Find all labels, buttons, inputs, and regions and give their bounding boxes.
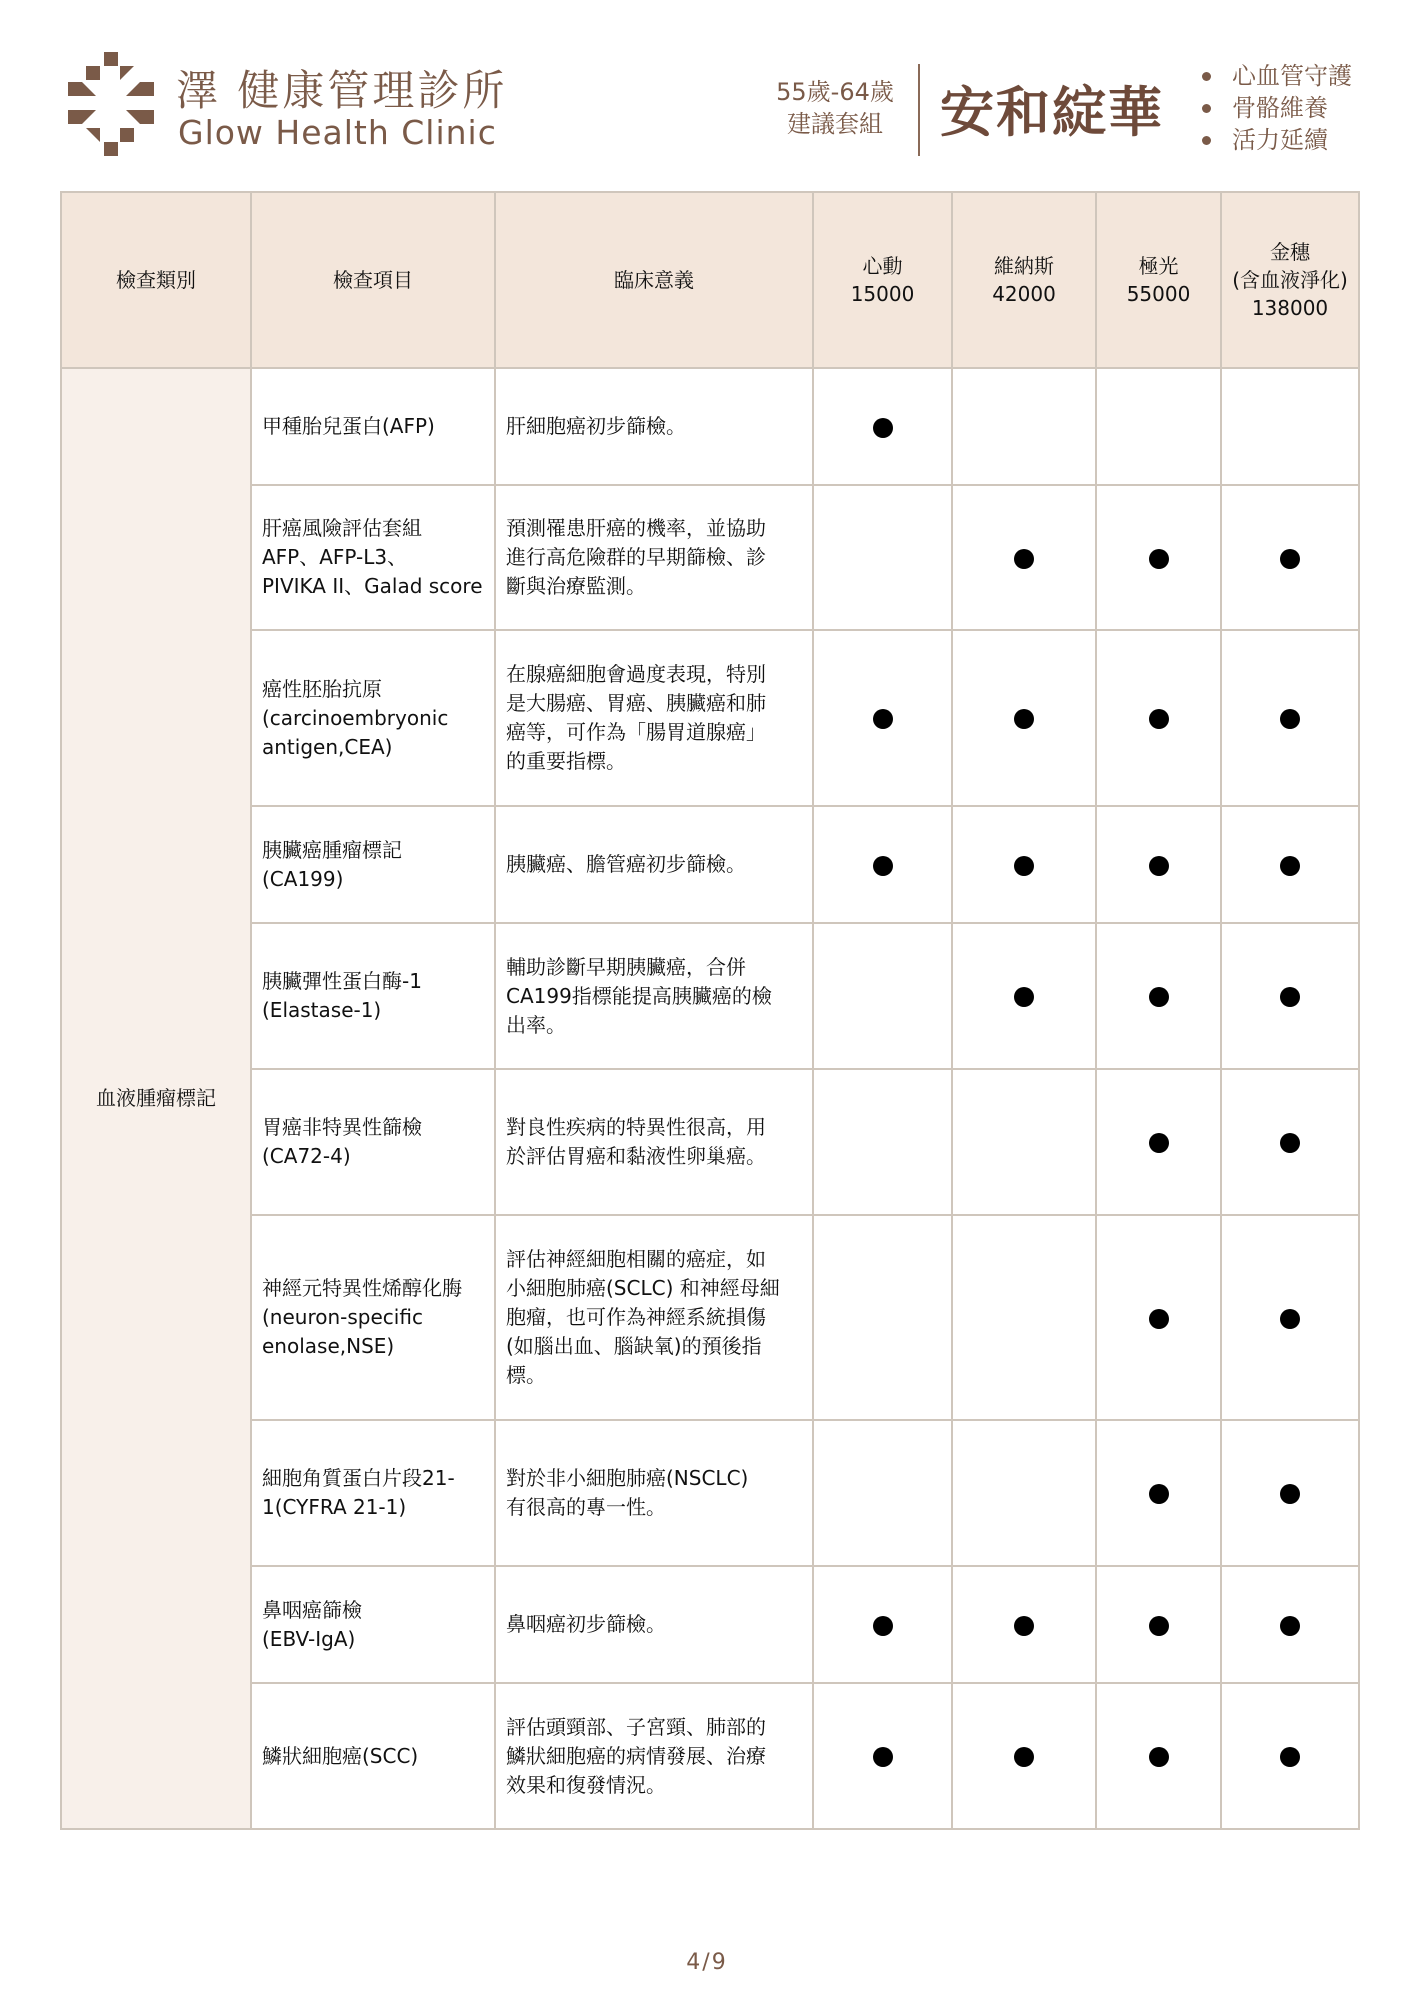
included-dot-icon [1014, 1616, 1034, 1636]
bullet-icon [1202, 136, 1211, 145]
package-mark-cell [1096, 923, 1221, 1069]
header-divider [918, 64, 920, 156]
package-mark-cell [1221, 485, 1359, 630]
meaning-line: 對良性疾病的特異性很高，用 [506, 1115, 766, 1139]
included-dot-icon [1149, 1616, 1169, 1636]
meaning-cell [495, 485, 813, 630]
package-mark-cell [952, 806, 1096, 923]
item-line: antigen,CEA) [262, 734, 393, 759]
feature-item: 心血管守護 [1198, 60, 1352, 92]
included-dot-icon [1014, 549, 1034, 569]
set-label: 建議套組 [787, 110, 883, 138]
header-category: 檢查類別 [61, 192, 251, 368]
meaning-cell [495, 923, 813, 1069]
package-mark-cell [1096, 1566, 1221, 1683]
bullet-icon [1202, 104, 1211, 113]
item-line: 鼻咽癌篩檢 [262, 1597, 362, 1622]
package-price: 138000 [1251, 296, 1329, 320]
item-line: 胃癌非特異性篩檢 [262, 1115, 422, 1139]
package-mark-cell [1221, 1566, 1359, 1683]
included-dot-icon [1149, 1747, 1169, 1767]
included-dot-icon [873, 709, 893, 729]
included-dot-icon [1280, 987, 1300, 1007]
package-mark-cell [813, 368, 952, 485]
package-title: 安和綻華 [940, 81, 1164, 144]
header-item: 檢查項目 [251, 192, 495, 368]
package-mark-cell [1221, 1683, 1359, 1829]
package-price: 55000 [1126, 282, 1191, 306]
item-line: 細胞角質蛋白片段21- [262, 1466, 455, 1490]
feature-list [1198, 60, 1352, 156]
category-cell: 血液腫瘤標記 [61, 368, 251, 1829]
package-price: 15000 [850, 282, 915, 306]
item-line: 神經元特異性烯醇化脢 [262, 1276, 462, 1300]
included-dot-icon [1149, 709, 1169, 729]
item-cell [251, 1215, 495, 1420]
table-row [61, 1215, 1359, 1420]
package-mark-cell [1221, 1420, 1359, 1566]
package-mark-cell [1096, 368, 1221, 485]
item-cell [251, 630, 495, 806]
item-line: 肝癌風險評估套組 [262, 516, 422, 540]
meaning-cell [495, 1683, 813, 1829]
meaning-line: 出率。 [506, 1012, 566, 1037]
package-mark-cell [1221, 1069, 1359, 1215]
meaning-line: 效果和復發情況。 [506, 1772, 666, 1797]
meaning-line: CA199指標能提高胰臟癌的檢 [506, 983, 772, 1008]
item-line: 胰臟癌腫瘤標記 [262, 837, 402, 862]
header-package-1 [952, 192, 1096, 368]
item-line: PIVIKA II、Galad score [262, 574, 483, 598]
age-range: 55歲-64歲 [776, 78, 894, 106]
included-dot-icon [1280, 1484, 1300, 1504]
included-dot-icon [1280, 1747, 1300, 1767]
meaning-cell [495, 806, 813, 923]
included-dot-icon [1280, 709, 1300, 729]
included-dot-icon [1149, 1484, 1169, 1504]
table-row [61, 806, 1359, 923]
item-line: 甲種胎兒蛋白(AFP) [262, 414, 435, 438]
package-mark-cell [952, 368, 1096, 485]
meaning-line: 小細胞肺癌(SCLC) 和神經母細 [506, 1276, 780, 1300]
included-dot-icon [1149, 856, 1169, 876]
item-cell [251, 368, 495, 485]
meaning-cell [495, 1420, 813, 1566]
included-dot-icon [1280, 1133, 1300, 1153]
package-mark-cell [813, 1420, 952, 1566]
included-dot-icon [1149, 1133, 1169, 1153]
package-mark-cell [813, 485, 952, 630]
item-cell [251, 1420, 495, 1566]
item-line: (carcinoembryonic [262, 705, 449, 730]
package-mark-cell [1221, 368, 1359, 485]
package-price: 42000 [992, 282, 1056, 306]
clinic-name-chinese: 澤 健康管理診所 [176, 66, 508, 115]
included-dot-icon [1014, 987, 1034, 1007]
package-mark-cell [813, 1566, 952, 1683]
meaning-line: 斷與治療監測。 [506, 574, 646, 598]
included-dot-icon [1280, 549, 1300, 569]
package-mark-cell [1221, 1215, 1359, 1420]
meaning-cell [495, 1566, 813, 1683]
feature-item: 活力延續 [1198, 124, 1352, 156]
package-mark-cell [1096, 630, 1221, 806]
meaning-line: 輔助診斷早期胰臟癌，合併 [506, 954, 746, 979]
table-row [61, 923, 1359, 1069]
meaning-line: 鼻咽癌初步篩檢。 [506, 1612, 666, 1636]
feature-item: 骨骼維養 [1198, 92, 1352, 124]
meaning-line: 標。 [506, 1363, 546, 1387]
package-mark-cell [952, 1683, 1096, 1829]
package-mark-cell [1221, 923, 1359, 1069]
header-package-2 [1096, 192, 1221, 368]
package-note: (含血液淨化) [1232, 268, 1348, 292]
package-mark-cell [952, 1420, 1096, 1566]
package-mark-cell [1096, 1683, 1221, 1829]
header-package-0 [813, 192, 952, 368]
included-dot-icon [873, 1747, 893, 1767]
item-cell [251, 1683, 495, 1829]
meaning-line: 鱗狀細胞癌的病情發展、治療 [506, 1743, 766, 1768]
included-dot-icon [1149, 549, 1169, 569]
package-mark-cell [813, 630, 952, 806]
meaning-cell [495, 1215, 813, 1420]
item-cell [251, 485, 495, 630]
included-dot-icon [1014, 1747, 1034, 1767]
item-line: (CA199) [262, 866, 344, 891]
meaning-line: 預測罹患肝癌的機率，並協助 [506, 516, 766, 540]
item-cell [251, 1069, 495, 1215]
table-row [61, 1683, 1359, 1829]
table-row [61, 1069, 1359, 1215]
page-number: 4/9 [686, 1950, 728, 1975]
included-dot-icon [873, 418, 893, 438]
meaning-cell [495, 630, 813, 806]
meaning-line: 胞瘤，也可作為神經系統損傷 [506, 1305, 766, 1329]
table-row [61, 368, 1359, 485]
meaning-line: 於評估胃癌和黏液性卵巢癌。 [506, 1144, 766, 1168]
package-mark-cell [1096, 1215, 1221, 1420]
meaning-line: 評估神經細胞相關的癌症，如 [506, 1247, 766, 1271]
package-mark-cell [813, 1069, 952, 1215]
table-row [61, 1420, 1359, 1566]
page-header [0, 0, 1414, 180]
meaning-line: (如腦出血、腦缺氧)的預後指 [506, 1334, 762, 1358]
item-line: (neuron-specific [262, 1305, 423, 1329]
table-header-row [61, 192, 1359, 368]
package-mark-cell [813, 923, 952, 1069]
package-mark-cell [952, 1069, 1096, 1215]
package-mark-cell [813, 806, 952, 923]
clinic-logo-icon [64, 52, 160, 156]
item-line: (CA72-4) [262, 1144, 351, 1168]
table-row [61, 485, 1359, 630]
package-name: 極光 [1138, 254, 1179, 278]
package-mark-cell [1096, 485, 1221, 630]
included-dot-icon [1149, 987, 1169, 1007]
package-mark-cell [952, 923, 1096, 1069]
meaning-line: 的重要指標。 [506, 749, 626, 773]
header-package-3 [1221, 192, 1359, 368]
item-cell [251, 806, 495, 923]
package-mark-cell [952, 1215, 1096, 1420]
header-meaning: 臨床意義 [495, 192, 813, 368]
package-mark-cell [1221, 630, 1359, 806]
item-line: (EBV-IgA) [262, 1626, 356, 1651]
item-line: 鱗狀細胞癌(SCC) [262, 1743, 419, 1768]
package-mark-cell [1096, 1420, 1221, 1566]
included-dot-icon [1280, 1616, 1300, 1636]
package-mark-cell [1096, 806, 1221, 923]
meaning-cell [495, 1069, 813, 1215]
table-row [61, 630, 1359, 806]
item-cell [251, 923, 495, 1069]
meaning-line: 是大腸癌、胃癌、胰臟癌和肺 [506, 691, 766, 715]
included-dot-icon [1014, 709, 1034, 729]
included-dot-icon [873, 856, 893, 876]
included-dot-icon [1280, 1309, 1300, 1329]
table-row [61, 1566, 1359, 1683]
meaning-line: 進行高危險群的早期篩檢、診 [506, 545, 766, 569]
item-line: 胰臟彈性蛋白酶-1 [262, 969, 422, 993]
item-line: 1(CYFRA 21-1) [262, 1495, 407, 1519]
item-line: 癌性胚胎抗原 [262, 676, 382, 701]
meaning-cell [495, 368, 813, 485]
item-line: AFP、AFP-L3、 [262, 545, 408, 569]
meaning-line: 癌等，可作為「腸胃道腺癌」 [506, 720, 766, 744]
bullet-icon [1202, 72, 1211, 81]
item-line: enolase,NSE) [262, 1334, 395, 1358]
package-mark-cell [952, 485, 1096, 630]
meaning-line: 胰臟癌、膽管癌初步篩檢。 [506, 852, 746, 876]
package-mark-cell [813, 1215, 952, 1420]
meaning-line: 在腺癌細胞會過度表現，特別 [506, 662, 766, 686]
included-dot-icon [1014, 856, 1034, 876]
package-mark-cell [1221, 806, 1359, 923]
meaning-line: 對於非小細胞肺癌(NSCLC) [506, 1466, 749, 1490]
package-name: 心動 [862, 254, 903, 278]
clinic-name-english: Glow Health Clinic [178, 113, 497, 152]
included-dot-icon [873, 1616, 893, 1636]
included-dot-icon [1149, 1309, 1169, 1329]
item-cell [251, 1566, 495, 1683]
meaning-line: 肝細胞癌初步篩檢。 [506, 414, 686, 438]
package-name: 維納斯 [994, 254, 1054, 278]
item-line: (Elastase-1) [262, 998, 382, 1022]
package-mark-cell [1096, 1069, 1221, 1215]
included-dot-icon [1280, 856, 1300, 876]
age-range-block [760, 76, 910, 140]
package-mark-cell [952, 630, 1096, 806]
package-mark-cell [952, 1566, 1096, 1683]
package-mark-cell [813, 1683, 952, 1829]
package-name: 金穗 [1270, 240, 1310, 264]
exam-table [60, 191, 1360, 1830]
meaning-line: 評估頭頸部、子宮頸、肺部的 [506, 1714, 766, 1739]
meaning-line: 有很高的專一性。 [506, 1495, 666, 1519]
